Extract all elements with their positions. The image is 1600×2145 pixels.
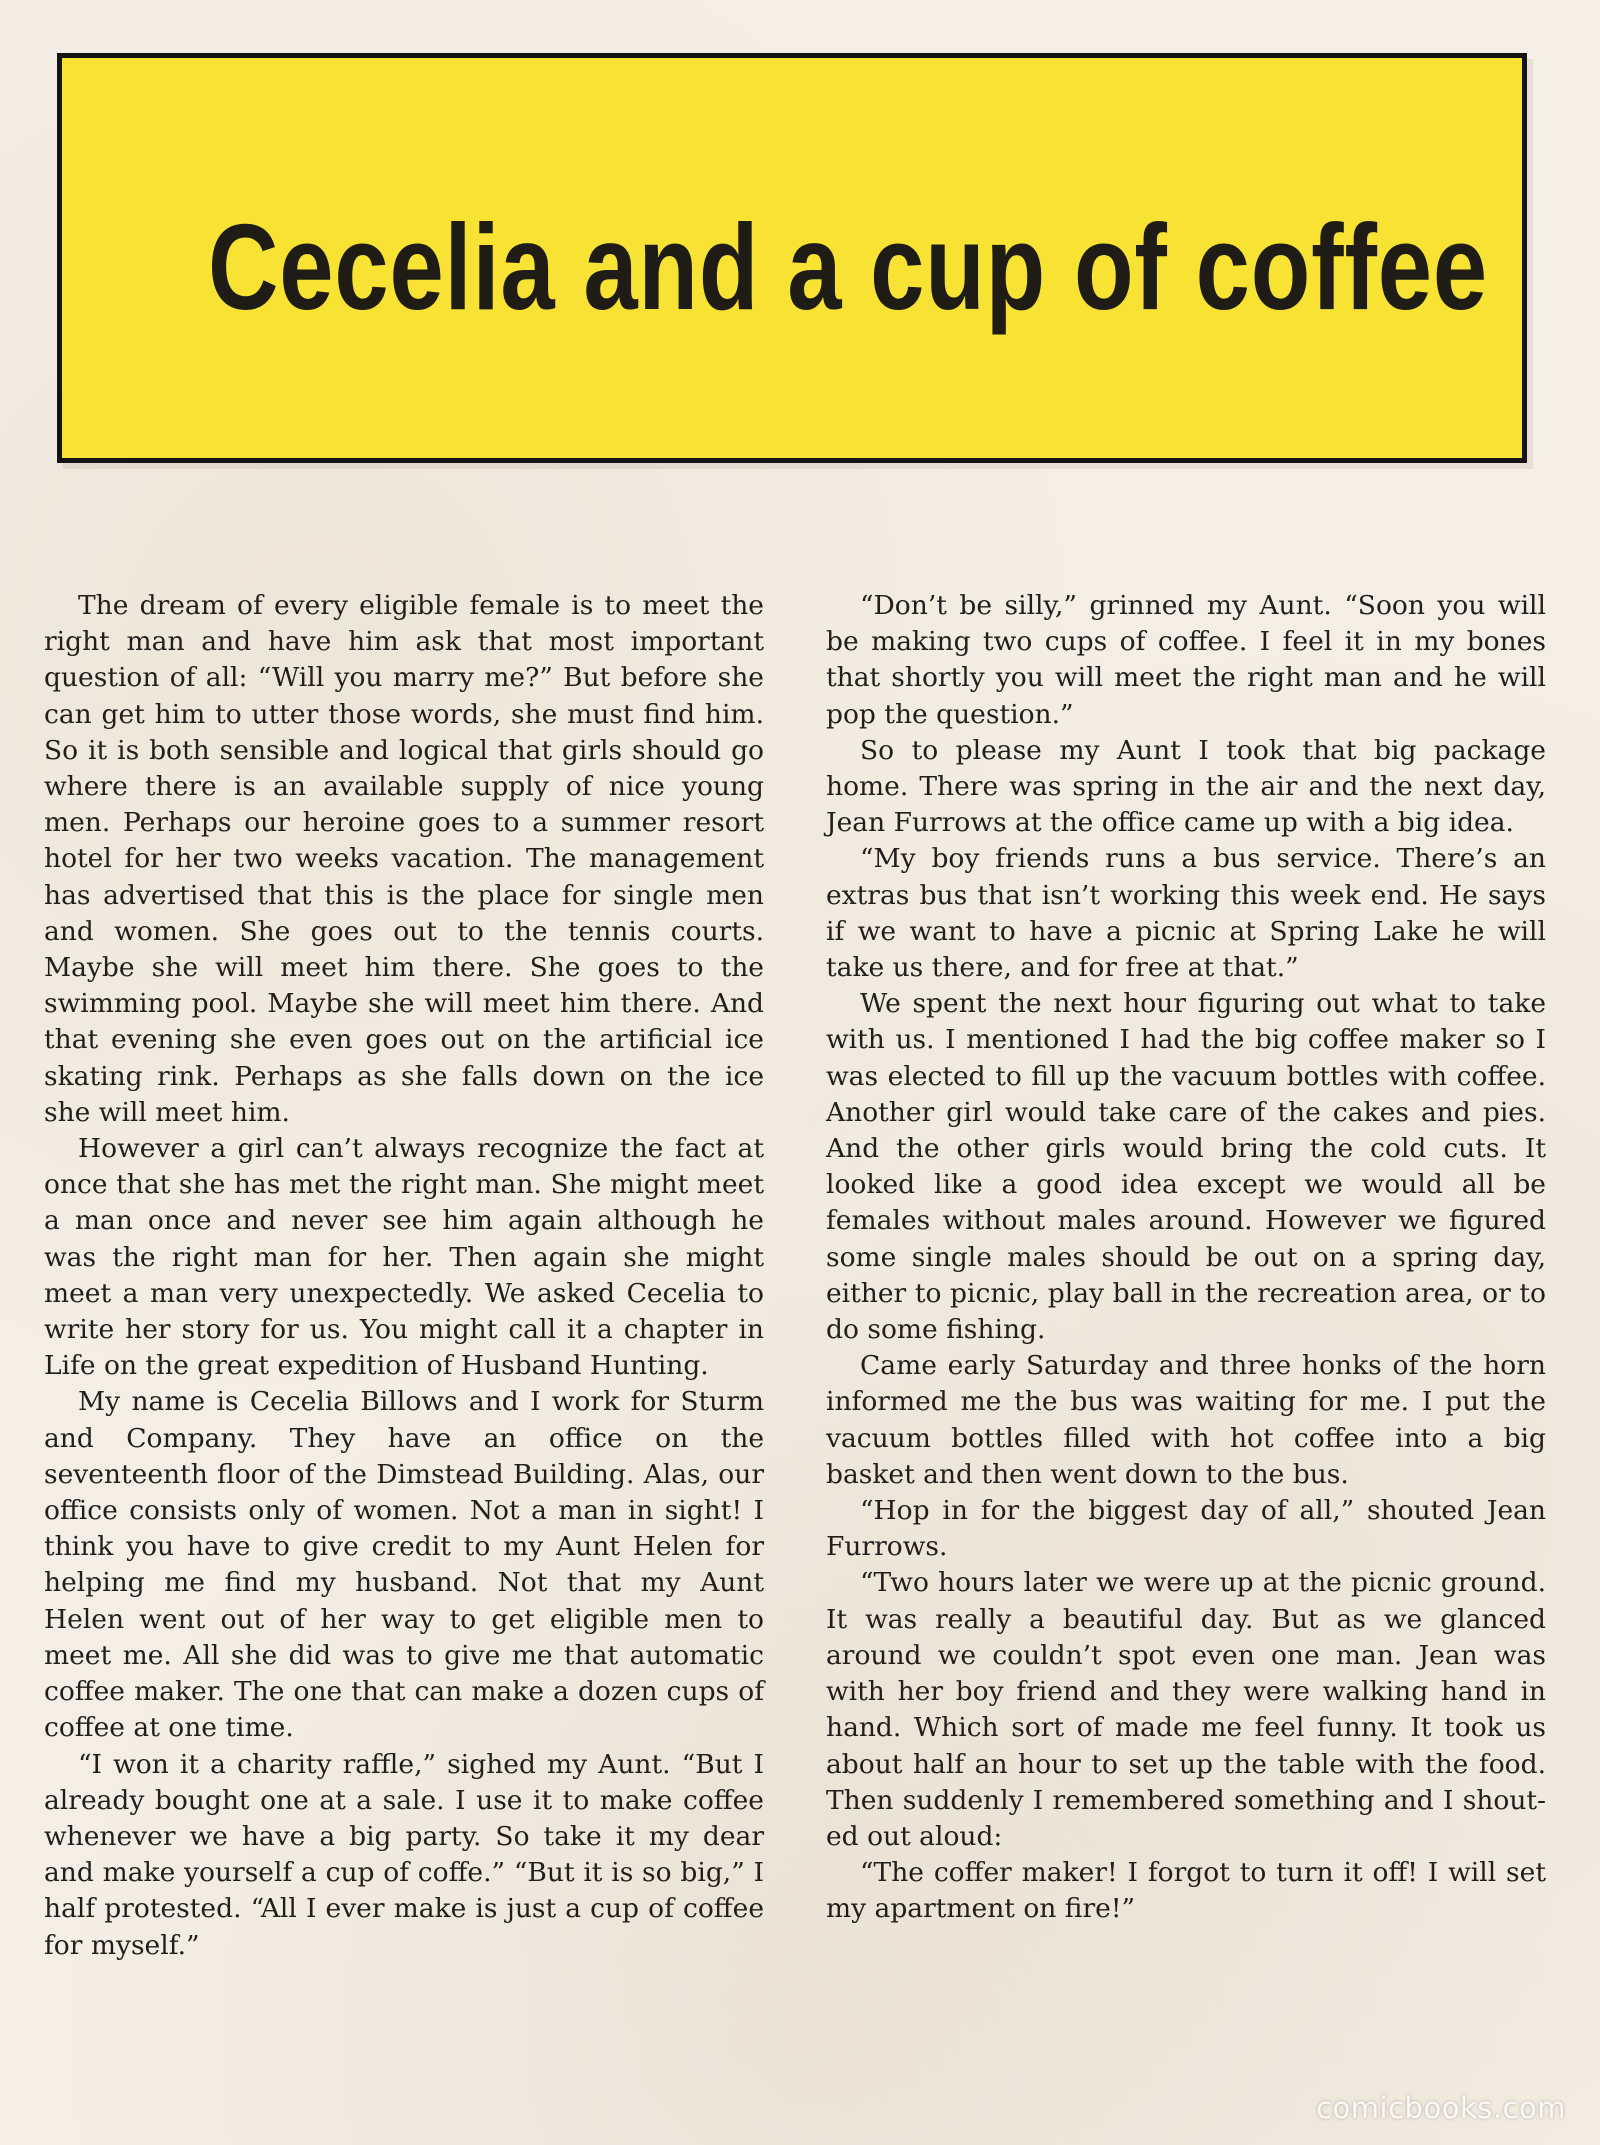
paragraph: “The coffer maker! I forgot to turn it off! I will set my apartment on fire!” xyxy=(826,1857,1546,1925)
story-title: Cecelia and a cup of coffee xyxy=(208,199,1488,335)
paragraph: “Hop in for the biggest day of all,” shouted Jean Furrows. xyxy=(826,1495,1546,1563)
paragraph: “Don’t be silly,” grinned my Aunt. “Soon you will be making two cups of coffee. I feel it in my bones that shortly you will meet the right man and he will pop the question.” xyxy=(826,590,1546,730)
paragraph: So to please my Aunt I took that big package home. There was spring in the air and the next day, Jean Furrows at the office came up with a big idea. xyxy=(826,734,1546,839)
paragraph: We spent the next hour figuring out what to take with us. I mentioned I had the big coffee maker so I was elected to fill up the vacuum bottles with coffee. Another girl would take care of the cakes and pies. And the other girls would bring the cold cuts. It looked like a good idea except we would all be females without males around. However we figured some single males should be out on a spring day, either to picnic, play ball in the recreation area, or to do some fishing. xyxy=(826,988,1546,1346)
paragraph: However a girl can’t always recognize the fact at once that she has met the right man. She might meet a man once and never see him again although he was the right man for her. Then again she might meet a man very unexpectedly. We asked Cecelia to write her story for us. You might call it a chapter in Life on the great expedition of Husband Hunting. xyxy=(44,1133,764,1382)
paragraph: “I won it a charity raffle,” sighed my Aunt. “But I already bought one at a sale. I use it to make coffee whenever we have a big party. So take it my dear and make yourself a cup of coffe.” “But it is so big,” I half protested. “All I ever make is just a cup of coffee for myself.” xyxy=(44,1748,764,1961)
site-watermark: comicbooks.com xyxy=(1316,2091,1566,2125)
paragraph: My name is Cecelia Billows and I work for Sturm and Company. They have an office on the seventeenth floor of the Dimstead Building. Alas, our office consists only of women. Not a man in sight! I think you have to give credit to my Aunt Helen for helping me find my husband. Not that my Aunt Helen went out of her way to get eligible men to meet me. All she did was to give me that automatic coffee maker. The one that can make a dozen cups of coffee at one time. xyxy=(44,1386,764,1744)
paragraph: “Two hours later we were up at the picnic ground. It was really a beautiful day. But as we glanced around we couldn’t spot even one man. Jean was with her boy friend and they were walking hand in hand. Which sort of made me feel funny. It took us about half an hour to set up the table with the food. Then suddenly I remembered something and I shouted out aloud: xyxy=(826,1567,1546,1852)
paragraph: “My boy friends runs a bus service. There’s an extras bus that isn’t working this week end. He says if we want to have a picnic at Spring Lake he will take us there, and for free at that.” xyxy=(826,843,1546,984)
paragraph: The dream of every eligible female is to meet the right man and have him ask that most important question of all: “Will you marry me?” But before she can get him to utter those words, she must find him. So it is both sensible and logical that girls should go where there is an available supply of nice young men. Perhaps our heroine goes to a summer resort hotel for her two weeks vacation. The management has advertised that this is the place for single men and women. She goes out to the tennis courts. Maybe she will meet him there. She goes to the swimming pool. Maybe she will meet him there. And that evening she even goes out on the artificial ice skating rink. Perhaps as she falls down on the ice she will meet him. xyxy=(44,590,764,1128)
paragraph: Came early Saturday and three honks of the horn informed me the bus was waiting for me. I put the vacuum bottles filled with hot coffee into a big basket and then went down to the bus. xyxy=(826,1350,1546,1490)
left-text-column xyxy=(44,588,764,1964)
title-banner xyxy=(57,53,1527,463)
right-text-column xyxy=(826,588,1546,1928)
